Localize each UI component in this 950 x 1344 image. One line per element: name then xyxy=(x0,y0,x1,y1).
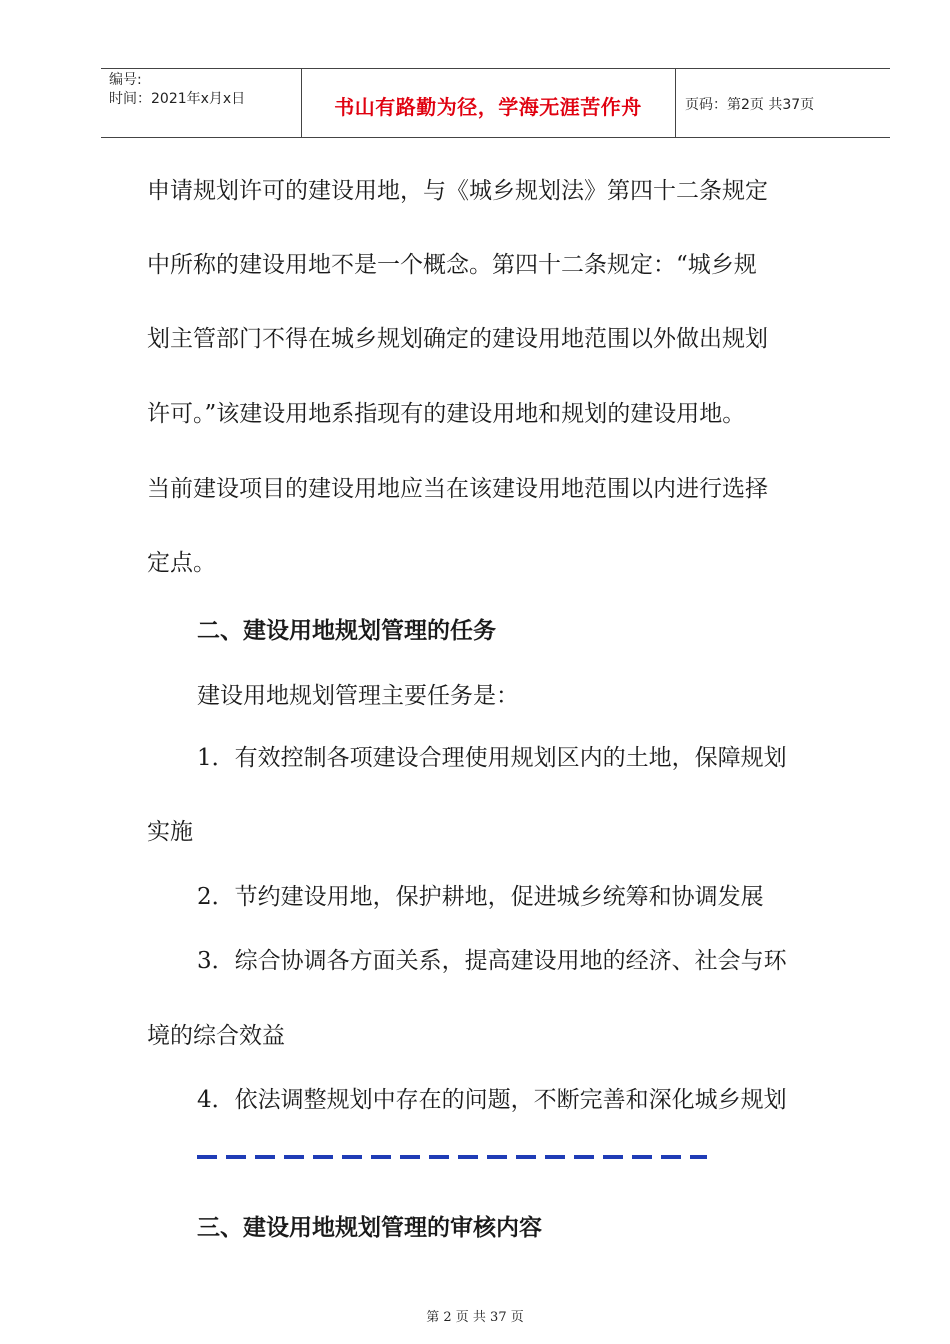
list-item: 4．依法调整规划中存在的问题，不断完善和深化城乡规划 xyxy=(197,1087,787,1113)
paragraph-line: 当前建设项目的建设用地应当在该建设用地范围以内进行选择 xyxy=(147,476,768,502)
serial-label: 编号: xyxy=(109,72,142,88)
section-heading: 二、建设用地规划管理的任务 xyxy=(197,618,496,644)
header-page-number: 页码：第2页 共37页 xyxy=(685,97,815,113)
header-meta xyxy=(109,71,245,109)
paragraph-line: 申请规划许可的建设用地，与《城乡规划法》第四十二条规定 xyxy=(147,178,768,204)
list-item-continuation: 实施 xyxy=(147,819,193,845)
header-divider xyxy=(675,69,676,137)
list-item: 1．有效控制各项建设合理使用规划区内的土地，保障规划 xyxy=(197,745,787,771)
paragraph-line: 许可。”该建设用地系指现有的建设用地和规划的建设用地。 xyxy=(147,401,746,427)
document-header xyxy=(101,68,890,138)
dashed-separator xyxy=(197,1155,707,1159)
list-item: 2．节约建设用地，保护耕地，促进城乡统筹和协调发展 xyxy=(197,884,764,910)
paragraph-line: 定点。 xyxy=(147,550,216,576)
list-item: 3．综合协调各方面关系，提高建设用地的经济、社会与环 xyxy=(197,948,787,974)
intro-text: 建设用地规划管理主要任务是： xyxy=(197,683,519,709)
date-label: 时间：2021年x月x日 xyxy=(109,91,246,107)
page-footer: 第 2 页 共 37 页 xyxy=(426,1310,524,1325)
paragraph-line: 中所称的建设用地不是一个概念。第四十二条规定：“城乡规 xyxy=(147,252,757,278)
section-heading: 三、建设用地规划管理的审核内容 xyxy=(197,1215,542,1241)
paragraph-line: 划主管部门不得在城乡规划确定的建设用地范围以外做出规划 xyxy=(147,326,768,352)
header-motto: 书山有路勤为径，学海无涯苦作舟 xyxy=(334,95,642,119)
list-item-continuation: 境的综合效益 xyxy=(147,1023,285,1049)
